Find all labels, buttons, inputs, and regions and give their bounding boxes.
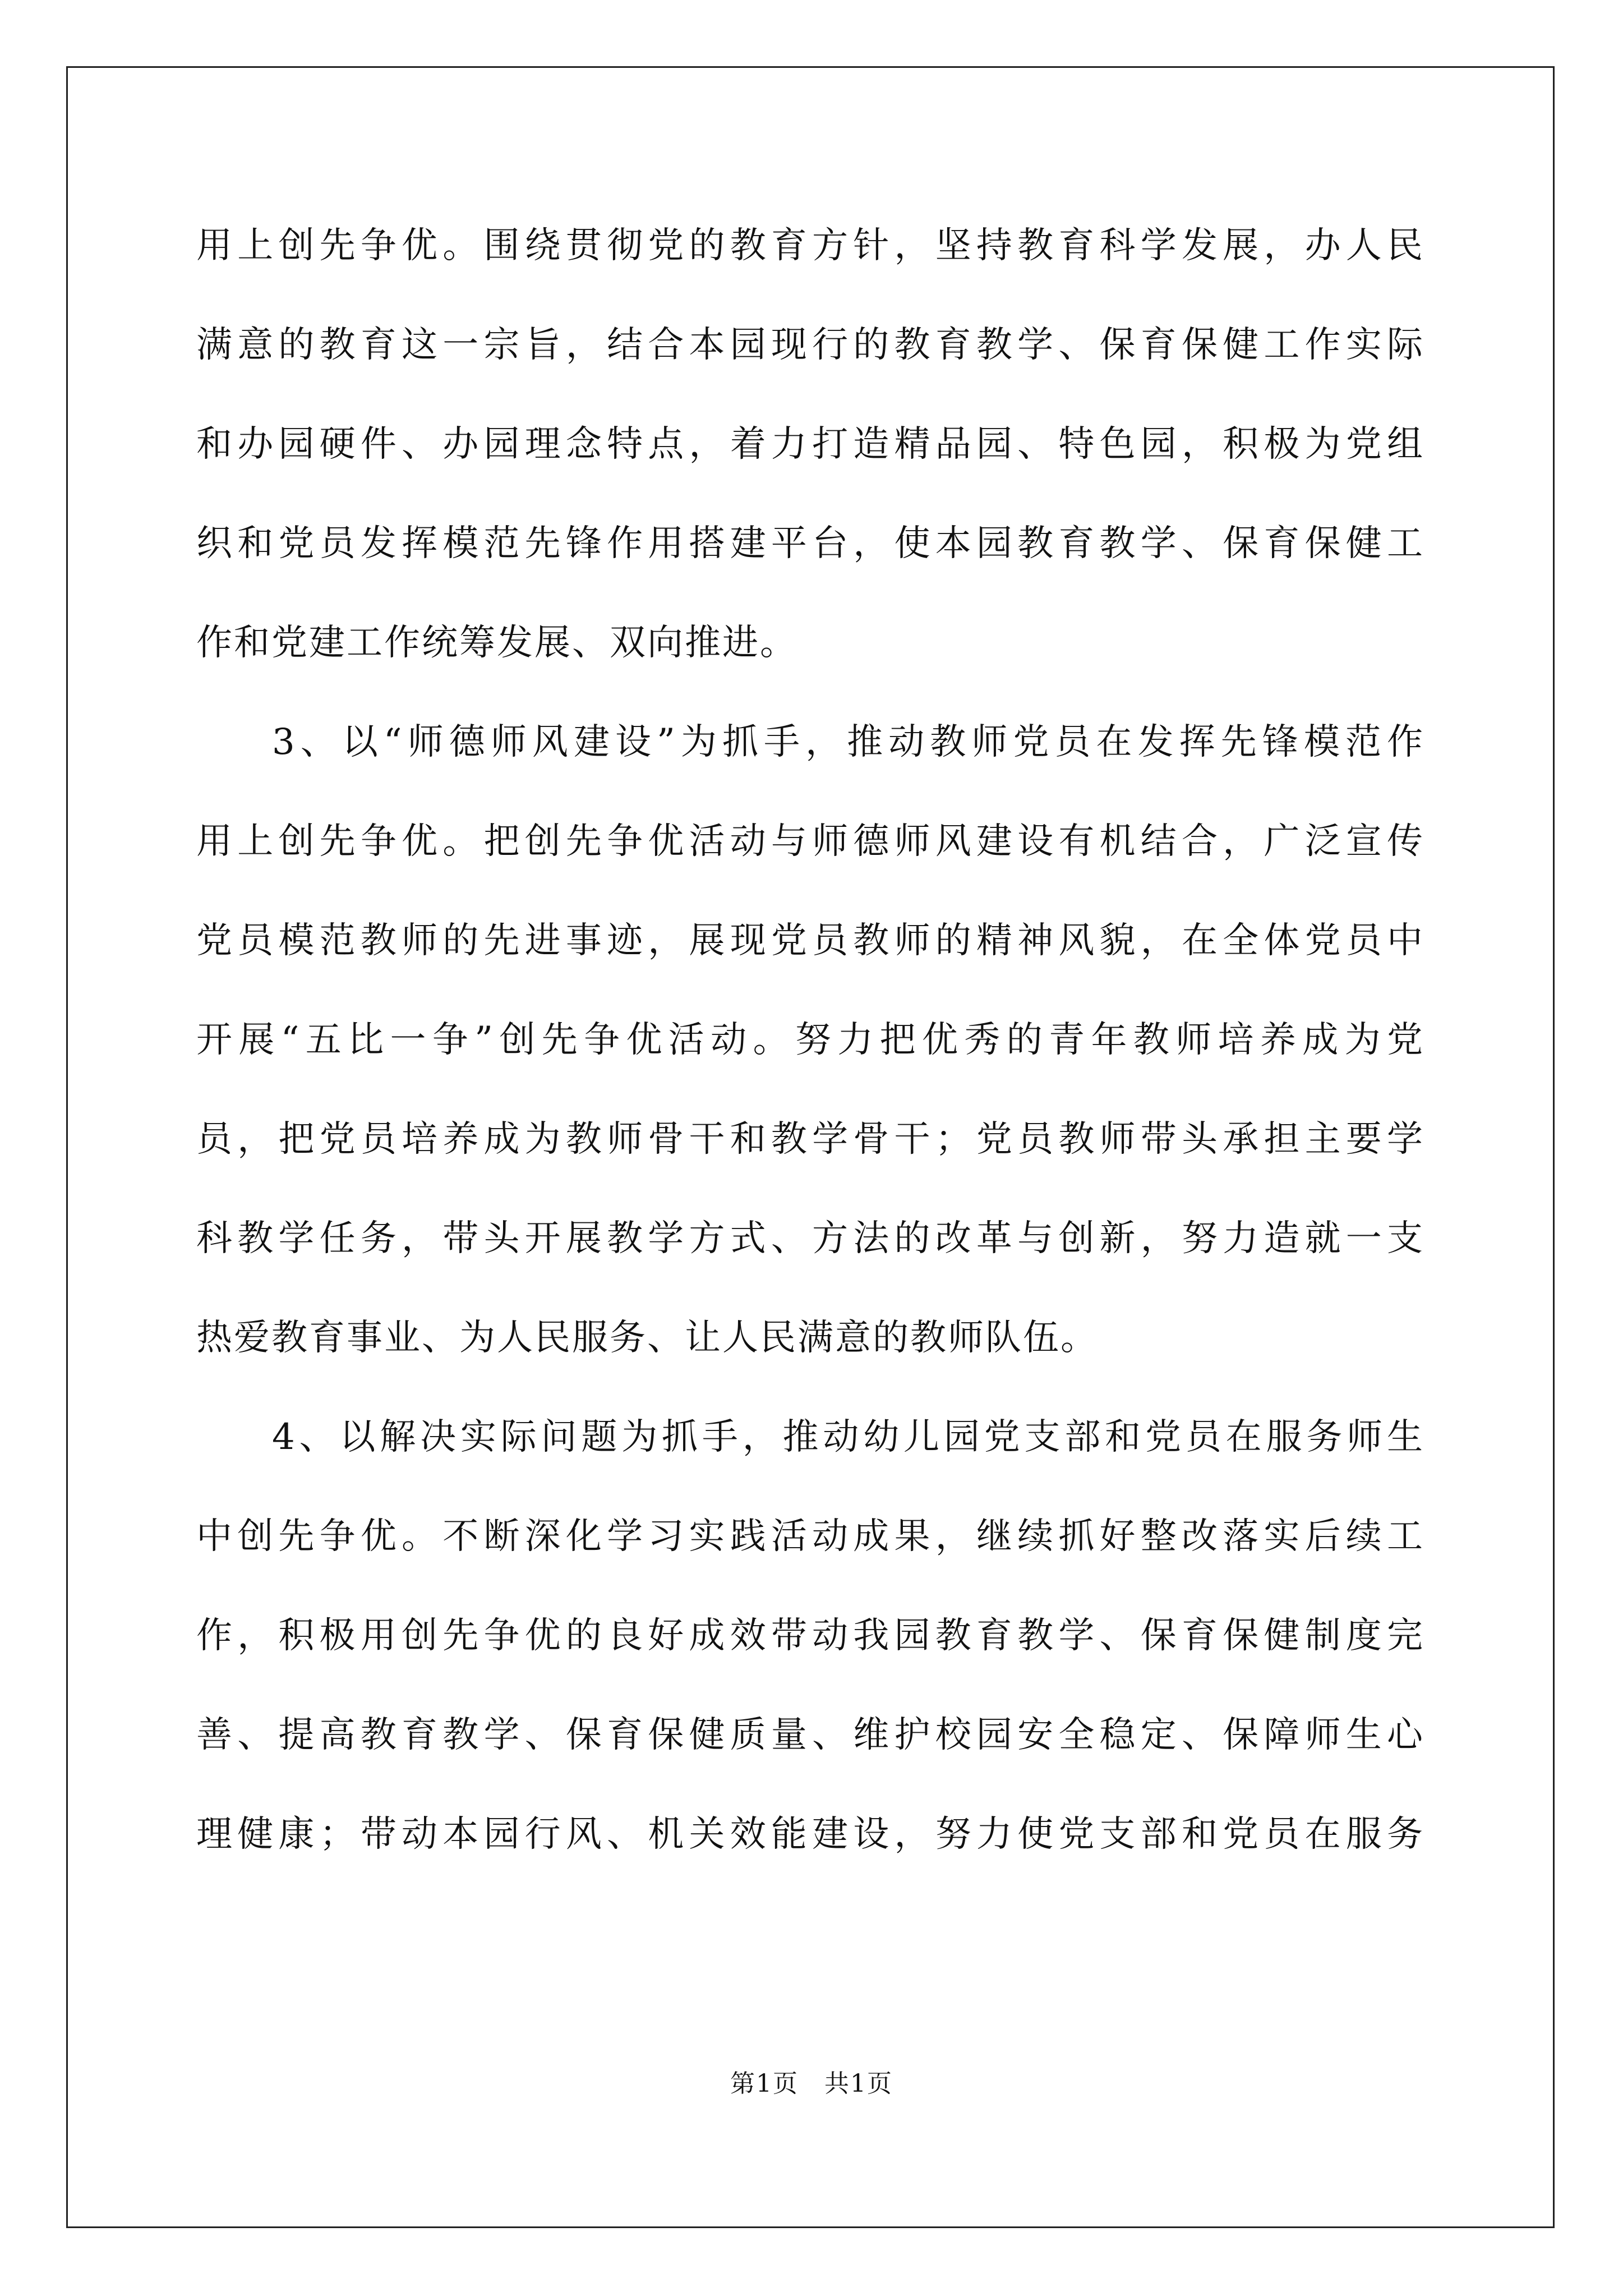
- text-line: 和办园硬件、办园理念特点，着力打造精品园、特色园，积极为党组: [196, 424, 1424, 465]
- text-line: 作，积极用创先争优的良好成效带动我园教育教学、保育保健制度完: [196, 1615, 1424, 1657]
- text-line: 织和党员发挥模范先锋作用搭建平台，使本园教育教学、保育保健工: [196, 523, 1424, 564]
- document-body: [196, 196, 1424, 1884]
- text-line: 中创先争优。不断深化学习实践活动成果，继续抓好整改落实后续工: [196, 1516, 1424, 1557]
- text-line: 党员模范教师的先进事迹，展现党员教师的精神风貌，在全体党员中: [196, 920, 1424, 961]
- paragraph-start-line: 4、以解决实际问题为抓手，推动幼儿园党支部和党员在服务师生: [272, 1416, 1424, 1458]
- text-line: 满意的教育这一宗旨，结合本园现行的教育教学、保育保健工作实际: [196, 324, 1424, 366]
- text-line: 开展“五比一争”创先争优活动。努力把优秀的青年教师培养成为党: [196, 1019, 1424, 1061]
- text-line: 作和党建工作统筹发展、双向推进。: [196, 622, 797, 664]
- text-line: 热爱教育事业、为人民服务、让人民满意的教师队伍。: [196, 1317, 1098, 1359]
- text-line: 用上创先争优。围绕贯彻党的教育方针，坚持教育科学发展，办人民: [196, 225, 1424, 266]
- text-line: 理健康；带动本园行风、机关效能建设，努力使党支部和党员在服务: [196, 1814, 1424, 1855]
- text-line: 科教学任务，带头开展教学方式、方法的改革与创新，努力造就一支: [196, 1218, 1424, 1259]
- text-line: 善、提高教育教学、保育保健质量、维护校园安全稳定、保障师生心: [196, 1714, 1424, 1756]
- page-number-footer: 第1页 共1页: [730, 2069, 893, 2098]
- paragraph-start-line: 3、以“师德师风建设”为抓手，推动教师党员在发挥先锋模范作: [272, 721, 1424, 763]
- text-line: 员，把党员培养成为教师骨干和教学骨干；党员教师带头承担主要学: [196, 1119, 1424, 1160]
- text-line: 用上创先争优。把创先争优活动与师德师风建设有机结合，广泛宣传: [196, 821, 1424, 862]
